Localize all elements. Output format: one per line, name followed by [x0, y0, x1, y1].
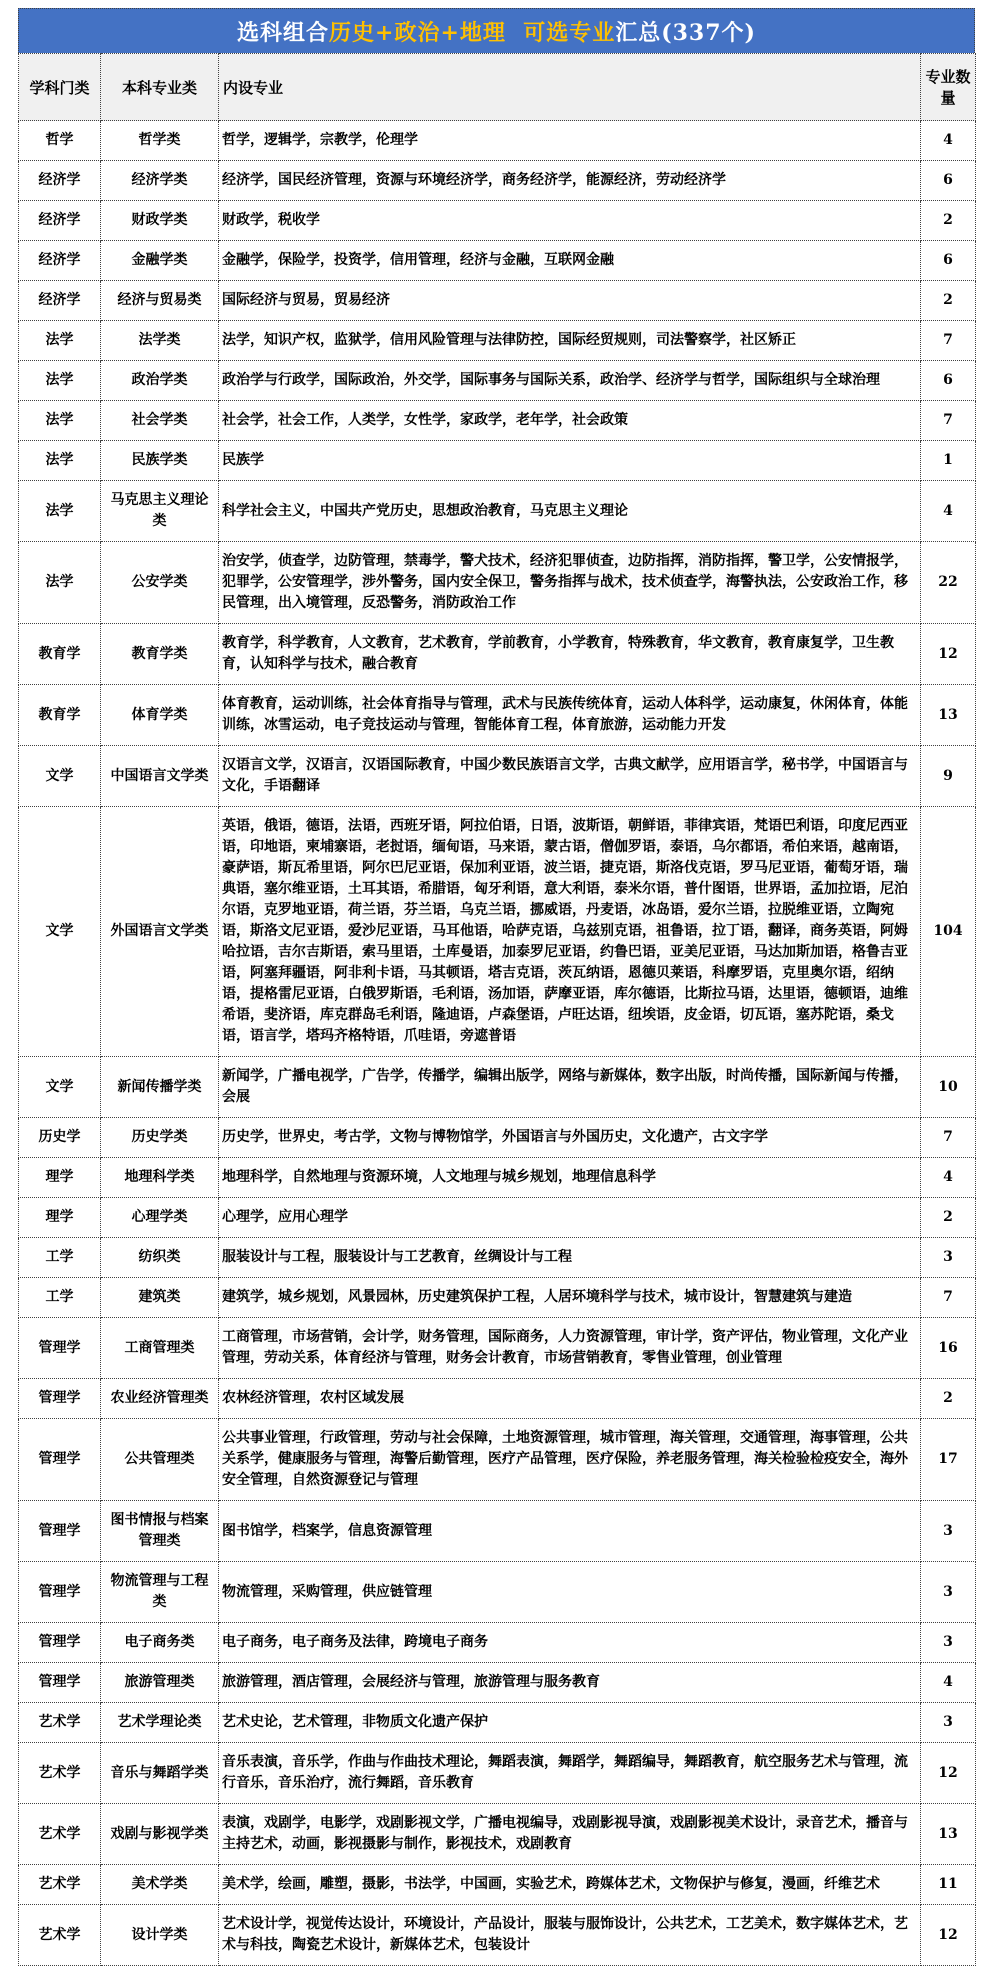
table-row — [19, 281, 976, 321]
subject-category-cell: 教育学 — [19, 624, 101, 685]
table-row — [19, 1743, 976, 1804]
subject-category-cell: 艺术学 — [19, 1905, 101, 1966]
major-class-cell: 新闻传播学类 — [101, 1057, 219, 1118]
major-class-cell: 财政学类 — [101, 201, 219, 241]
internal-majors-cell: 图书馆学，档案学，信息资源管理 — [219, 1501, 921, 1562]
major-class-cell: 美术学类 — [101, 1865, 219, 1905]
table-row — [19, 807, 976, 1057]
internal-majors-cell: 物流管理，采购管理，供应链管理 — [219, 1562, 921, 1623]
major-count-cell: 13 — [921, 685, 976, 746]
major-class-cell: 公安学类 — [101, 542, 219, 624]
subject-category-cell: 文学 — [19, 1057, 101, 1118]
major-class-cell: 工商管理类 — [101, 1318, 219, 1379]
table-row — [19, 1118, 976, 1158]
table-row — [19, 1278, 976, 1318]
major-count-cell: 2 — [921, 1379, 976, 1419]
majors-table — [18, 53, 976, 1966]
table-body — [19, 121, 976, 1966]
major-class-cell: 戏剧与影视学类 — [101, 1804, 219, 1865]
header-internal-majors: 内设专业 — [219, 54, 921, 121]
major-class-cell: 农业经济管理类 — [101, 1379, 219, 1419]
title-segment-subjects: 历史+政治+地理 可选专业 — [329, 20, 616, 46]
major-count-cell: 3 — [921, 1501, 976, 1562]
internal-majors-cell: 社会学，社会工作，人类学，女性学，家政学，老年学，社会政策 — [219, 401, 921, 441]
major-class-cell: 电子商务类 — [101, 1623, 219, 1663]
table-row — [19, 685, 976, 746]
subject-category-cell: 法学 — [19, 401, 101, 441]
internal-majors-cell: 治安学，侦查学，边防管理，禁毒学，警犬技术，经济犯罪侦查，边防指挥，消防指挥，警卫学，公安情报学，犯罪学，公安管理学，涉外警务，国内安全保卫，警务指挥与战术，技术侦查学，海警执法，公安政治工作，移民管理，出入境管理，反恐警务，消防政治工作 — [219, 542, 921, 624]
major-count-cell: 17 — [921, 1419, 976, 1501]
table-row — [19, 1318, 976, 1379]
table-row — [19, 1663, 976, 1703]
header-row — [19, 54, 976, 121]
major-count-cell: 6 — [921, 161, 976, 201]
internal-majors-cell: 服装设计与工程，服装设计与工艺教育，丝绸设计与工程 — [219, 1238, 921, 1278]
major-class-cell: 地理科学类 — [101, 1158, 219, 1198]
table-row — [19, 121, 976, 161]
table-row — [19, 241, 976, 281]
major-count-cell: 104 — [921, 807, 976, 1057]
internal-majors-cell: 艺术史论，艺术管理，非物质文化遗产保护 — [219, 1703, 921, 1743]
internal-majors-cell: 公共事业管理，行政管理，劳动与社会保障，土地资源管理，城市管理，海关管理，交通管理，海事管理，公共关系学，健康服务与管理，海警后勤管理，医疗产品管理，医疗保险，养老服务管理，海关检验检疫安全，海外安全管理，自然资源登记与管理 — [219, 1419, 921, 1501]
internal-majors-cell: 法学，知识产权，监狱学，信用风险管理与法律防控，国际经贸规则，司法警察学，社区矫正 — [219, 321, 921, 361]
table-row — [19, 361, 976, 401]
major-count-cell: 7 — [921, 1278, 976, 1318]
major-class-cell: 旅游管理类 — [101, 1663, 219, 1703]
major-count-cell: 3 — [921, 1623, 976, 1663]
subject-category-cell: 艺术学 — [19, 1865, 101, 1905]
internal-majors-cell: 国际经济与贸易，贸易经济 — [219, 281, 921, 321]
internal-majors-cell: 农林经济管理，农村区域发展 — [219, 1379, 921, 1419]
major-count-cell: 7 — [921, 1118, 976, 1158]
internal-majors-cell: 体育教育，运动训练，社会体育指导与管理，武术与民族传统体育，运动人体科学，运动康复，休闲体育，体能训练，冰雪运动，电子竞技运动与管理，智能体育工程，体育旅游，运动能力开发 — [219, 685, 921, 746]
major-count-cell: 9 — [921, 746, 976, 807]
subject-category-cell: 教育学 — [19, 685, 101, 746]
major-count-cell: 7 — [921, 401, 976, 441]
major-count-cell: 16 — [921, 1318, 976, 1379]
major-class-cell: 体育学类 — [101, 685, 219, 746]
table-row — [19, 1623, 976, 1663]
internal-majors-cell: 建筑学，城乡规划，风景园林，历史建筑保护工程，人居环境科学与技术，城市设计，智慧建筑与建造 — [219, 1278, 921, 1318]
major-class-cell: 经济学类 — [101, 161, 219, 201]
subject-category-cell: 经济学 — [19, 281, 101, 321]
table-row — [19, 1905, 976, 1966]
subject-category-cell: 哲学 — [19, 121, 101, 161]
table-row — [19, 1865, 976, 1905]
major-class-cell: 艺术学理论类 — [101, 1703, 219, 1743]
major-count-cell: 7 — [921, 321, 976, 361]
table-row — [19, 1703, 976, 1743]
major-class-cell: 建筑类 — [101, 1278, 219, 1318]
major-count-cell: 10 — [921, 1057, 976, 1118]
table-row — [19, 746, 976, 807]
major-count-cell: 4 — [921, 121, 976, 161]
table-row — [19, 321, 976, 361]
table-row — [19, 481, 976, 542]
subject-category-cell: 经济学 — [19, 161, 101, 201]
internal-majors-cell: 旅游管理，酒店管理，会展经济与管理，旅游管理与服务教育 — [219, 1663, 921, 1703]
header-major-count: 专业数量 — [921, 54, 976, 121]
subject-category-cell: 艺术学 — [19, 1703, 101, 1743]
major-class-cell: 民族学类 — [101, 441, 219, 481]
major-class-cell: 中国语言文学类 — [101, 746, 219, 807]
major-class-cell: 法学类 — [101, 321, 219, 361]
major-count-cell: 4 — [921, 1158, 976, 1198]
subject-category-cell: 工学 — [19, 1278, 101, 1318]
major-count-cell: 2 — [921, 201, 976, 241]
subject-category-cell: 法学 — [19, 321, 101, 361]
major-count-cell: 1 — [921, 441, 976, 481]
title-segment-prefix: 选科组合 — [237, 20, 330, 46]
major-class-cell: 外国语言文学类 — [101, 807, 219, 1057]
internal-majors-cell: 地理科学，自然地理与资源环境，人文地理与城乡规划，地理信息科学 — [219, 1158, 921, 1198]
major-class-cell: 政治学类 — [101, 361, 219, 401]
table-row — [19, 1379, 976, 1419]
table-row — [19, 1804, 976, 1865]
major-class-cell: 物流管理与工程类 — [101, 1562, 219, 1623]
major-count-cell: 3 — [921, 1562, 976, 1623]
subject-category-cell: 艺术学 — [19, 1804, 101, 1865]
major-count-cell: 11 — [921, 1865, 976, 1905]
internal-majors-cell: 汉语言文学，汉语言，汉语国际教育，中国少数民族语言文学，古典文献学，应用语言学，秘书学，中国语言与文化，手语翻译 — [219, 746, 921, 807]
internal-majors-cell: 工商管理，市场营销，会计学，财务管理，国际商务，人力资源管理，审计学，资产评估，物业管理，文化产业管理，劳动关系，体育经济与管理，财务会计教育，市场营销教育，零售业管理，创业管理 — [219, 1318, 921, 1379]
subject-category-cell: 管理学 — [19, 1663, 101, 1703]
table-row — [19, 1501, 976, 1562]
subject-category-cell: 法学 — [19, 441, 101, 481]
subject-category-cell: 经济学 — [19, 201, 101, 241]
internal-majors-cell: 电子商务，电子商务及法律，跨境电子商务 — [219, 1623, 921, 1663]
internal-majors-cell: 金融学，保险学，投资学，信用管理，经济与金融，互联网金融 — [219, 241, 921, 281]
internal-majors-cell: 艺术设计学，视觉传达设计，环境设计，产品设计，服装与服饰设计，公共艺术，工艺美术，数字媒体艺术，艺术与科技，陶瓷艺术设计，新媒体艺术，包装设计 — [219, 1905, 921, 1966]
internal-majors-cell: 政治学与行政学，国际政治，外交学，国际事务与国际关系，政治学、经济学与哲学，国际组织与全球治理 — [219, 361, 921, 401]
internal-majors-cell: 科学社会主义，中国共产党历史，思想政治教育，马克思主义理论 — [219, 481, 921, 542]
major-count-cell: 3 — [921, 1238, 976, 1278]
major-count-cell: 4 — [921, 481, 976, 542]
subject-category-cell: 管理学 — [19, 1562, 101, 1623]
subject-category-cell: 艺术学 — [19, 1743, 101, 1804]
subject-category-cell: 法学 — [19, 481, 101, 542]
subject-category-cell: 理学 — [19, 1198, 101, 1238]
table-row — [19, 201, 976, 241]
table-row — [19, 161, 976, 201]
table-row — [19, 1419, 976, 1501]
table-row — [19, 1057, 976, 1118]
header-subject-category: 学科门类 — [19, 54, 101, 121]
internal-majors-cell: 财政学，税收学 — [219, 201, 921, 241]
major-class-cell: 社会学类 — [101, 401, 219, 441]
table-row — [19, 542, 976, 624]
internal-majors-cell: 新闻学，广播电视学，广告学，传播学，编辑出版学，网络与新媒体，数字出版，时尚传播，国际新闻与传播，会展 — [219, 1057, 921, 1118]
major-count-cell: 12 — [921, 1743, 976, 1804]
internal-majors-cell: 音乐表演，音乐学，作曲与作曲技术理论，舞蹈表演，舞蹈学，舞蹈编导，舞蹈教育，航空服务艺术与管理，流行音乐，音乐治疗，流行舞蹈，音乐教育 — [219, 1743, 921, 1804]
subject-category-cell: 管理学 — [19, 1501, 101, 1562]
major-count-cell: 12 — [921, 624, 976, 685]
major-class-cell: 教育学类 — [101, 624, 219, 685]
subject-category-cell: 法学 — [19, 361, 101, 401]
major-count-cell: 2 — [921, 281, 976, 321]
major-class-cell: 金融学类 — [101, 241, 219, 281]
major-count-cell: 3 — [921, 1703, 976, 1743]
title-bar — [18, 8, 975, 53]
subject-category-cell: 管理学 — [19, 1318, 101, 1379]
major-class-cell: 心理学类 — [101, 1198, 219, 1238]
table-row — [19, 441, 976, 481]
internal-majors-cell: 美术学，绘画，雕塑，摄影，书法学，中国画，实验艺术，跨媒体艺术，文物保护与修复，漫画，纤维艺术 — [219, 1865, 921, 1905]
major-class-cell: 纺织类 — [101, 1238, 219, 1278]
internal-majors-cell: 经济学，国民经济管理，资源与环境经济学，商务经济学，能源经济，劳动经济学 — [219, 161, 921, 201]
header-undergrad-major-class: 本科专业类 — [101, 54, 219, 121]
internal-majors-cell: 历史学，世界史，考古学，文物与博物馆学，外国语言与外国历史，文化遗产，古文字学 — [219, 1118, 921, 1158]
title-segment-suffix: 汇总(337个) — [615, 20, 756, 46]
subject-category-cell: 文学 — [19, 746, 101, 807]
subject-category-cell: 管理学 — [19, 1623, 101, 1663]
table-row — [19, 1562, 976, 1623]
subject-category-cell: 文学 — [19, 807, 101, 1057]
table-row — [19, 1198, 976, 1238]
internal-majors-cell: 教育学，科学教育，人文教育，艺术教育，学前教育，小学教育，特殊教育，华文教育，教育康复学，卫生教育，认知科学与技术，融合教育 — [219, 624, 921, 685]
major-count-cell: 6 — [921, 241, 976, 281]
subject-category-cell: 管理学 — [19, 1419, 101, 1501]
major-count-cell: 13 — [921, 1804, 976, 1865]
major-class-cell: 哲学类 — [101, 121, 219, 161]
major-class-cell: 马克思主义理论类 — [101, 481, 219, 542]
major-class-cell: 音乐与舞蹈学类 — [101, 1743, 219, 1804]
major-count-cell: 12 — [921, 1905, 976, 1966]
internal-majors-cell: 心理学，应用心理学 — [219, 1198, 921, 1238]
major-count-cell: 4 — [921, 1663, 976, 1703]
major-class-cell: 设计学类 — [101, 1905, 219, 1966]
subject-category-cell: 历史学 — [19, 1118, 101, 1158]
table-row — [19, 624, 976, 685]
internal-majors-cell: 英语，俄语，德语，法语，西班牙语，阿拉伯语，日语，波斯语，朝鲜语，菲律宾语，梵语巴利语，印度尼西亚语，印地语，柬埔寨语，老挝语，缅甸语，马来语，蒙古语，僧伽罗语，泰语，乌尔都语，希伯来语，越南语，豪萨语，斯瓦希里语，阿尔巴尼亚语，保加利亚语，波兰语，捷克语，斯洛伐克语，罗马尼亚语，葡萄牙语，瑞典语，塞尔维亚语，土耳其语，希腊语，匈牙利语，意大利语，泰米尔语，普什图语，世界语，孟加拉语，尼泊尔语，克罗地亚语，荷兰语，芬兰语，乌克兰语，挪威语，丹麦语，冰岛语，爱尔兰语，拉脱维亚语，立陶宛语，斯洛文尼亚语，爱沙尼亚语，马耳他语，哈萨克语，乌兹别克语，祖鲁语，拉丁语，翻译，商务英语，阿姆哈拉语，吉尔吉斯语，索马里语，土库曼语，加泰罗尼亚语，约鲁巴语，亚美尼亚语，马达加斯加语，格鲁吉亚语，阿塞拜疆语，阿非利卡语，马其顿语，塔吉克语，茨瓦纳语，恩德贝莱语，科摩罗语，克里奥尔语，绍纳语，提格雷尼亚语，白俄罗斯语，毛利语，汤加语，萨摩亚语，库尔德语，比斯拉马语，达里语，德顿语，迪维希语，斐济语，库克群岛毛利语，隆迪语，卢森堡语，卢旺达语，纽埃语，皮金语，切瓦语，塞苏陀语，桑戈语，语言学，塔玛齐格特语，爪哇语，旁遮普语 — [219, 807, 921, 1057]
major-class-cell: 图书情报与档案管理类 — [101, 1501, 219, 1562]
subject-category-cell: 理学 — [19, 1158, 101, 1198]
internal-majors-cell: 民族学 — [219, 441, 921, 481]
internal-majors-cell: 表演，戏剧学，电影学，戏剧影视文学，广播电视编导，戏剧影视导演，戏剧影视美术设计，录音艺术，播音与主持艺术，动画，影视摄影与制作，影视技术，戏剧教育 — [219, 1804, 921, 1865]
major-count-cell: 6 — [921, 361, 976, 401]
table-row — [19, 1158, 976, 1198]
internal-majors-cell: 哲学，逻辑学，宗教学，伦理学 — [219, 121, 921, 161]
major-class-cell: 历史学类 — [101, 1118, 219, 1158]
major-count-cell: 22 — [921, 542, 976, 624]
table-row — [19, 401, 976, 441]
subject-category-cell: 经济学 — [19, 241, 101, 281]
subject-category-cell: 管理学 — [19, 1379, 101, 1419]
table-header — [19, 54, 976, 121]
subject-category-cell: 法学 — [19, 542, 101, 624]
major-count-cell: 2 — [921, 1198, 976, 1238]
major-class-cell: 经济与贸易类 — [101, 281, 219, 321]
major-class-cell: 公共管理类 — [101, 1419, 219, 1501]
table-row — [19, 1238, 976, 1278]
subject-category-cell: 工学 — [19, 1238, 101, 1278]
